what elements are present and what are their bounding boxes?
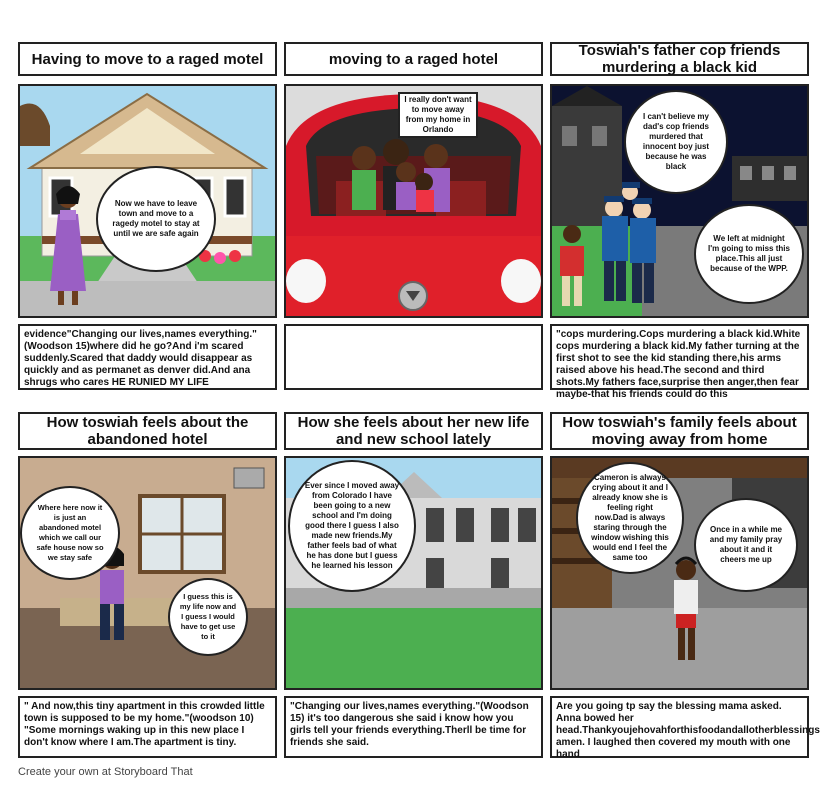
speech-bubble: I can't believe my dad's cop friends murdered that innocent boy just because he was black [624,90,728,194]
panel-5-scene [284,456,543,690]
speech-bubble: Ever since I moved away from Colorado I have been going to a new school and I'm doing good there I guess I also made new friends.My father feels bad of what he has done but I guess he learned his lesson [288,460,416,592]
panel-4-caption: " And now,this tiny apartment in this crowded little town is supposed to be my home."(woodson 10) "Some mornings waking up in this new place I don't know where I am.The apartment is tiny. [18,696,277,758]
panel-5-title: How she feels about her new life and new school lately [284,412,543,450]
speech-bubble: Once in a while me and my family pray about it and it cheers me up [694,498,798,592]
speech-box: I really don't want to move away from my home in Orlando [398,92,478,138]
speech-bubble: Now we have to leave town and move to a ragedy motel to stay at until we are safe again [96,166,216,272]
panel-6-scene [550,456,809,690]
panel-6-caption: Are you going tp say the blessing mama asked. Anna bowed her head.Thankyoujehovahforthisfoodandallotherblessings amen. I laughed then covered my mouth with one hand [550,696,809,758]
panel-4-title: How toswiah feels about the abandoned hotel [18,412,277,450]
panel-2-caption [284,324,543,390]
panel-1-caption: evidence"Changing our lives,names everything."(Woodson 15)where did he go?And i'm scared suddenly.Scared that daddy would disappear as quickly and as permanet as denver did.And ana shrugs who cares HE RUNIED MY LIFE [18,324,277,390]
panel-6-title: How toswiah's family feels about moving away from home [550,412,809,450]
panel-3-scene [550,84,809,318]
speech-bubble: Cameron is always crying about it and I already know she is feeling right now.Dad is always staring through the window wishing this would end I feel the same too [576,462,684,574]
footer-credit: Create your own at Storyboard That [18,766,193,778]
panel-5-caption: "Changing our lives,names everything."(Woodson 15) it's too dangerous she said i know how you girls tell your friends everything.Therll be time for friends she said. [284,696,543,758]
panel-1-scene [18,84,277,318]
speech-bubble: We left at midnight I'm going to miss this place.This all just because of the WPP. [694,204,804,304]
panel-3-title: Toswiah's father cop friends murdering a black kid [550,42,809,76]
panel-3-caption: "cops murdering.Cops murdering a black kid.White cops murdering a black kid.My father turning at the first shot to see the kid standing there,his arms raised above his head.The second and third shots.My fathers face,surprise then anger,then fear maybe-that his friends could do this [550,324,809,390]
panel-1-title: Having to move to a raged motel [18,42,277,76]
speech-bubble: Where here now it is just an abandoned motel which we call our safe house now so we stay safe [20,486,120,580]
speech-bubble: I guess this is my life now and I guess I would have to get use to it [168,578,248,656]
panel-2-title: moving to a raged hotel [284,42,543,76]
panel-2-scene [284,84,543,318]
panel-4-scene [18,456,277,690]
